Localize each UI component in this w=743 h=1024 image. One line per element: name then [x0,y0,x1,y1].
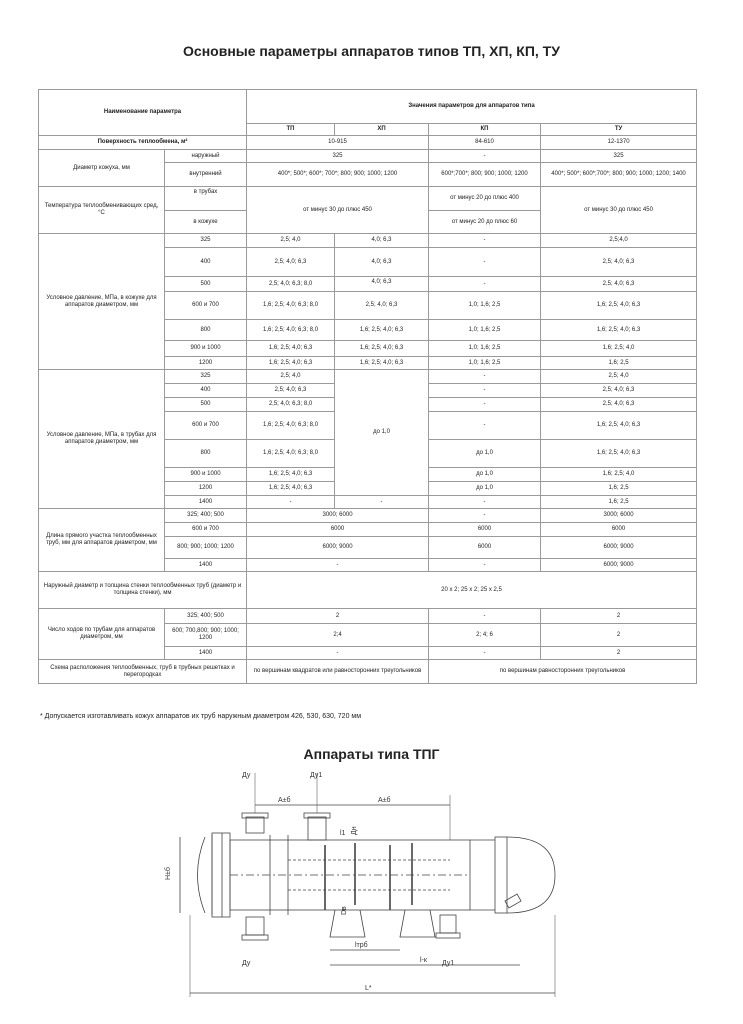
pressure-shell-tp: 1,6; 2,5; 4,0; 6,3; 8,0 [247,320,335,341]
passes-kp: - [429,647,541,660]
temperature-kp-shell: от минус 20 до плюс 60 [429,211,541,234]
label-l-total: L* [365,985,372,992]
passes-diameter: 600; 700,800; 900; 1000; 1200 [165,624,247,647]
pressure-tubes-tp: 1,6; 2,5; 4,0; 6,3; 8,0 [247,412,335,440]
label-du-top: Ду [242,772,251,779]
shell-inner-tp-xp: 400*; 500*; 600*; 700*; 800; 900; 1000; 1200 [247,163,429,187]
passes-label: Число ходов по трубам для аппаратов диаметром, мм [39,609,165,660]
layout-kp-tu: по вершинам равносторонних треугольников [429,660,697,684]
pressure-shell-diameter: 400 [165,248,247,277]
drawing-title: Аппараты типа ТПГ [303,746,440,762]
pressure-shell-xp: 4,0; 6,3 [335,248,429,277]
pressure-tubes-tu: 1,6; 2,5; 4,0; 6,3 [541,440,697,468]
pressure-tubes-kp: до 1,0 [429,468,541,482]
pressure-shell-tp: 2,5; 4,0; 6,3; 8,0 [247,277,335,292]
label-h: Н±б [165,867,172,880]
pressure-shell-tu: 1,6; 2,5; 4,0; 6,3 [541,320,697,341]
pressure-tubes-xp: до 1,0 [335,370,429,496]
passes-diameter: 325; 400; 500 [165,609,247,624]
layout-tp-xp: по вершинам квадратов или равносторонних треугольников [247,660,429,684]
pressure-shell-tp: 2,5; 4,0 [247,234,335,248]
tube-length-tu: 6000 [541,523,697,537]
temperature-label: Температура теплообменивающих сред, °С [39,187,165,234]
pressure-shell-kp: - [429,277,541,292]
passes-tp-xp: 2 [247,609,429,624]
pressure-shell-diameter: 800 [165,320,247,341]
pressure-shell-tp: 1,6; 2,5; 4,0; 6,3 [247,357,335,370]
tube-length-kp: - [429,509,541,523]
pressure-tubes-diameter: 800 [165,440,247,468]
shell-inner-tu: 400*; 500*; 600*;700*; 800; 900; 1000; 1200; 1400 [541,163,697,187]
label-a-right: А±б [378,797,391,804]
pressure-tubes-diameter: 900 и 1000 [165,468,247,482]
shell-outer-tp-xp: 325 [247,150,429,163]
pressure-shell-kp: 1,0; 1,6; 2,5 [429,341,541,357]
surface-tp-xp: 10-915 [247,136,429,150]
tube-length-tp-xp: - [247,559,429,572]
passes-diameter: 1400 [165,647,247,660]
passes-kp: 2; 4; 6 [429,624,541,647]
tube-length-kp: - [429,559,541,572]
nozzle-du1-bottom [440,915,456,933]
passes-kp: - [429,609,541,624]
pressure-tubes-kp: до 1,0 [429,440,541,468]
temperature-tu: от минус 30 до плюс 450 [541,187,697,234]
shell-outer-tu: 325 [541,150,697,163]
tube-length-diameter: 800; 900; 1000; 1200 [165,537,247,559]
type-header-tp: ТП [247,124,335,136]
label-dn: Дн [351,826,358,835]
heat-exchanger-drawing [150,765,590,1015]
pressure-tubes-diameter: 400 [165,384,247,398]
pressure-shell-xp: 1,6; 2,5; 4,0; 6,3 [335,320,429,341]
pressure-shell-tu: 2,5;4,0 [541,234,697,248]
tube-size-label: Наружный диаметр и толщина стенки теплообменных труб (диаметр и толщина стенки), мм [39,572,247,609]
tube-length-kp: 6000 [429,523,541,537]
pressure-tubes-tu: 2,5; 4,0 [541,370,697,384]
pressure-shell-diameter: 900 и 1000 [165,341,247,357]
pressure-tubes-diameter: 1400 [165,496,247,509]
pressure-tubes-tu: 1,6; 2,5; 4,0; 6,3 [541,412,697,440]
pressure-shell-diameter: 1200 [165,357,247,370]
pressure-shell-diameter: 325 [165,234,247,248]
temperature-kp-tubes: от минус 20 до плюс 400 [429,187,541,211]
footnote: * Допускается изготавливать кожух аппаратов их труб наружным диаметром 426, 530, 630, 720 мм [40,713,362,720]
pressure-shell-xp: 1,6; 2,5; 4,0; 6,3 [335,357,429,370]
label-a-left: А±б [278,797,291,804]
tube-length-tp-xp: 3000; 6000 [247,509,429,523]
shell-outer-label: наружный [165,150,247,163]
nozzle-du-left-top [246,817,264,833]
shell-outer-kp: - [429,150,541,163]
temperature-shell-label: в кожухе [165,211,247,234]
pressure-shell-kp: 1,0; 1,6; 2,5 [429,292,541,320]
pressure-tubes-tu: 1,6; 2,5 [541,482,697,496]
passes-tu: 2 [541,647,697,660]
pressure-tubes-tp: 2,5; 4,0; 6,3; 8,0 [247,398,335,412]
pressure-shell-xp: 2,5; 4,0; 6,3 [335,292,429,320]
pressure-shell-tu: 1,6; 2,5; 4,0 [541,341,697,357]
pressure-shell-kp: 1,0; 1,6; 2,5 [429,357,541,370]
tube-length-diameter: 325; 400; 500 [165,509,247,523]
tube-length-label: Длина прямого участка теплообменных труб, мм для аппаратов диаметром, мм [39,509,165,572]
surface-tu: 12-1370 [541,136,697,150]
pressure-shell-tu: 2,5; 4,0; 6,3 [541,277,697,292]
shell-inner-label: внутренний [165,163,247,187]
pressure-tubes-diameter: 500 [165,398,247,412]
passes-tp-xp: - [247,647,429,660]
tube-length-tu: 3000; 6000 [541,509,697,523]
pressure-tubes-kp: - [429,398,541,412]
passes-tu: 2 [541,624,697,647]
layout-label: Схема расположения теплообменных, труб в трубных решетках и перегородках [39,660,247,684]
pressure-tubes-kp: - [429,496,541,509]
left-flange [212,833,230,917]
temperature-tp-xp: от минус 30 до плюс 450 [247,187,429,234]
tube-length-diameter: 600 и 700 [165,523,247,537]
tube-length-tu: 6000; 9000 [541,537,697,559]
pressure-shell-tp: 2,5; 4,0; 6,3 [247,248,335,277]
pressure-tubes-kp: - [429,370,541,384]
pressure-tubes-diameter: 325 [165,370,247,384]
pressure-tubes-tp: 2,5; 4,0; 6,3 [247,384,335,398]
pressure-shell-xp: 1,6; 2,5; 4,0; 6,3 [335,341,429,357]
tube-size-value: 20 х 2; 25 х 2; 25 х 2,5 [247,572,697,609]
label-dv: Dв [341,906,348,915]
nozzle-du1-top [308,817,326,840]
pressure-shell-xp: 4,0; 6,3 [335,234,429,248]
pressure-tubes-tu: 2,5; 4,0; 6,3 [541,398,697,412]
temperature-tubes-label: в трубах [165,187,247,211]
support-right [400,910,435,937]
pressure-tubes-tu: 1,6; 2,5 [541,496,697,509]
pressure-tubes-tu: 1,6; 2,5; 4,0 [541,468,697,482]
pressure-tubes-tp: 1,6; 2,5; 4,0; 6,3 [247,482,335,496]
pressure-tubes-tp: 2,5; 4,0 [247,370,335,384]
pressure-tubes-kp: - [429,412,541,440]
passes-tp-xp: 2;4 [247,624,429,647]
parameters-table [38,89,697,684]
page-title: Основные параметры аппаратов типов ТП, ХП, КП, ТУ [183,43,560,59]
pressure-tubes-diameter: 1200 [165,482,247,496]
param-header: Наименование параметра [39,90,247,136]
pressure-shell-tu: 1,6; 2,5; 4,0; 6,3 [541,292,697,320]
label-du-bottom: Ду [242,960,251,967]
type-header-xp: ХП [335,124,429,136]
pressure-tubes-tp: 1,6; 2,5; 4,0; 6,3; 8,0 [247,440,335,468]
pressure-tubes-label: Условное давление, МПа, в трубах для аппаратов диаметром, мм [39,370,165,509]
type-header-tu: ТУ [541,124,697,136]
label-du1-bottom: Ду1 [442,960,455,967]
pressure-shell-tu: 2,5; 4,0; 6,3 [541,248,697,277]
left-head [198,835,213,915]
pressure-tubes-tp: 1,6; 2,5; 4,0; 6,3 [247,468,335,482]
tube-length-diameter: 1400 [165,559,247,572]
shell-inner-kp: 600*;700*; 800; 900; 1000; 1200 [429,163,541,187]
pressure-shell-diameter: 500 [165,277,247,292]
label-l1: l1 [340,830,346,837]
tube-length-kp: 6000 [429,537,541,559]
shell-diameter-label: Диаметр кожуха, мм [39,150,165,187]
pressure-tubes-xp: - [335,496,429,509]
pressure-shell-tp: 1,6; 2,5; 4,0; 6,3; 8,0 [247,292,335,320]
pressure-tubes-kp: до 1,0 [429,482,541,496]
label-du1-top: Ду1 [310,772,323,779]
pressure-shell-tp: 1,6; 2,5; 4,0; 6,3 [247,341,335,357]
tube-length-tp-xp: 6000 [247,523,429,537]
pressure-tubes-kp: - [429,384,541,398]
pressure-shell-tu: 1,6; 2,5 [541,357,697,370]
pressure-shell-diameter: 600 и 700 [165,292,247,320]
surface-label: Поверхность теплообмена, м² [39,136,247,150]
passes-tu: 2 [541,609,697,624]
tube-length-tu: 6000; 9000 [541,559,697,572]
right-head [507,837,555,913]
pressure-shell-kp: - [429,234,541,248]
pressure-shell-kp: 1,0; 1,6; 2,5 [429,320,541,341]
pressure-tubes-diameter: 600 и 700 [165,412,247,440]
pressure-shell-kp: - [429,248,541,277]
type-header-kp: КП [429,124,541,136]
pressure-tubes-tu: 2,5; 4,0; 6,3 [541,384,697,398]
surface-kp: 84-610 [429,136,541,150]
pressure-shell-label: Условное давление, МПа, в кожухе для аппаратов диаметром, мм [39,234,165,370]
tube-length-tp-xp: 6000; 9000 [247,537,429,559]
pressure-shell-xp: 4,0; 6,3 [335,277,429,292]
nozzle-du-left-bottom [246,917,264,935]
label-l-trb: lтрб [355,942,368,949]
label-l-k: l-к [420,957,427,964]
pressure-tubes-tp: - [247,496,335,509]
values-header: Значения параметров для аппаратов типа [247,90,697,124]
